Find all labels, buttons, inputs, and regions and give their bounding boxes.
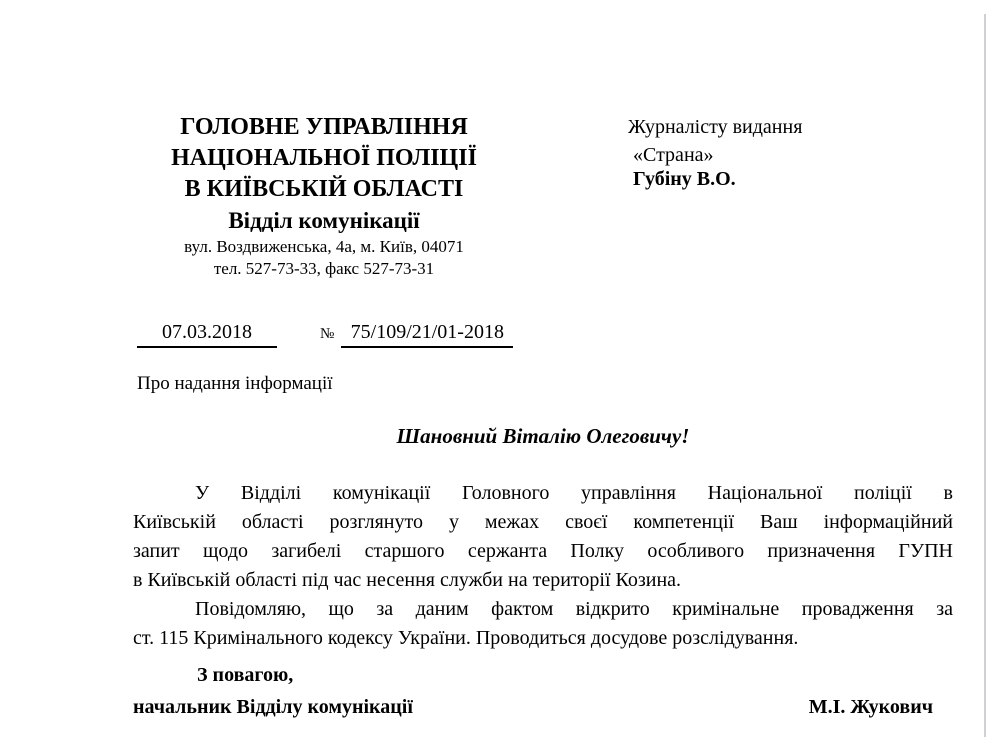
numero-sign: № — [320, 326, 335, 342]
page-right-edge-line — [984, 14, 986, 737]
signer-name: М.І. Жукович — [808, 696, 933, 718]
para1-line2: Київській області розглянуто у межах своєї компетенції Ваш інформаційний — [133, 511, 953, 533]
org-name-line-1: ГОЛОВНЕ УПРАВЛІННЯ — [180, 114, 468, 140]
letter-number: 75/109/21/01-2018 — [341, 321, 513, 348]
para2-line2: ст. 115 Кримінального кодексу України. Проводиться досудове розслідування. — [133, 627, 799, 649]
signer-title: начальник Відділу комунікації — [133, 696, 413, 718]
para1-line1: У Відділі комунікації Головного управління Національної поліції в — [195, 482, 953, 504]
org-header-block — [133, 112, 515, 280]
org-name-line-2: НАЦІОНАЛЬНОЇ ПОЛІЦІЇ — [171, 145, 477, 171]
closing-regards: З повагою, — [197, 664, 294, 686]
recipient-publication: «Страна» — [633, 144, 714, 166]
para2-line1: Повідомляю, що за даним фактом відкрито кримінальне провадження за — [195, 598, 953, 620]
org-address: вул. Воздвиженська, 4а, м. Київ, 04071 — [184, 237, 464, 256]
department-name: Відділ комунікації — [228, 208, 420, 233]
org-phone: тел. 527-73-33, факс 527-73-31 — [213, 259, 435, 278]
para1-line3: запит щодо загибелі старшого сержанта Полку особливого призначення ГУПН — [133, 540, 953, 562]
reference-row — [137, 321, 513, 348]
letter-date: 07.03.2018 — [137, 321, 277, 348]
salutation: Шановний Віталію Олеговичу! — [396, 424, 690, 448]
subject-line: Про надання інформації — [137, 373, 333, 394]
recipient-name: Губіну В.О. — [633, 168, 736, 190]
signature-row — [133, 696, 933, 719]
org-name-line-3: В КИЇВСЬКІЙ ОБЛАСТІ — [184, 176, 464, 202]
letter-body — [133, 479, 953, 653]
recipient-role: Журналісту видання — [628, 116, 803, 138]
recipient-block — [628, 112, 948, 191]
para1-line4: в Київській області під час несення служби на території Козина. — [133, 569, 682, 591]
